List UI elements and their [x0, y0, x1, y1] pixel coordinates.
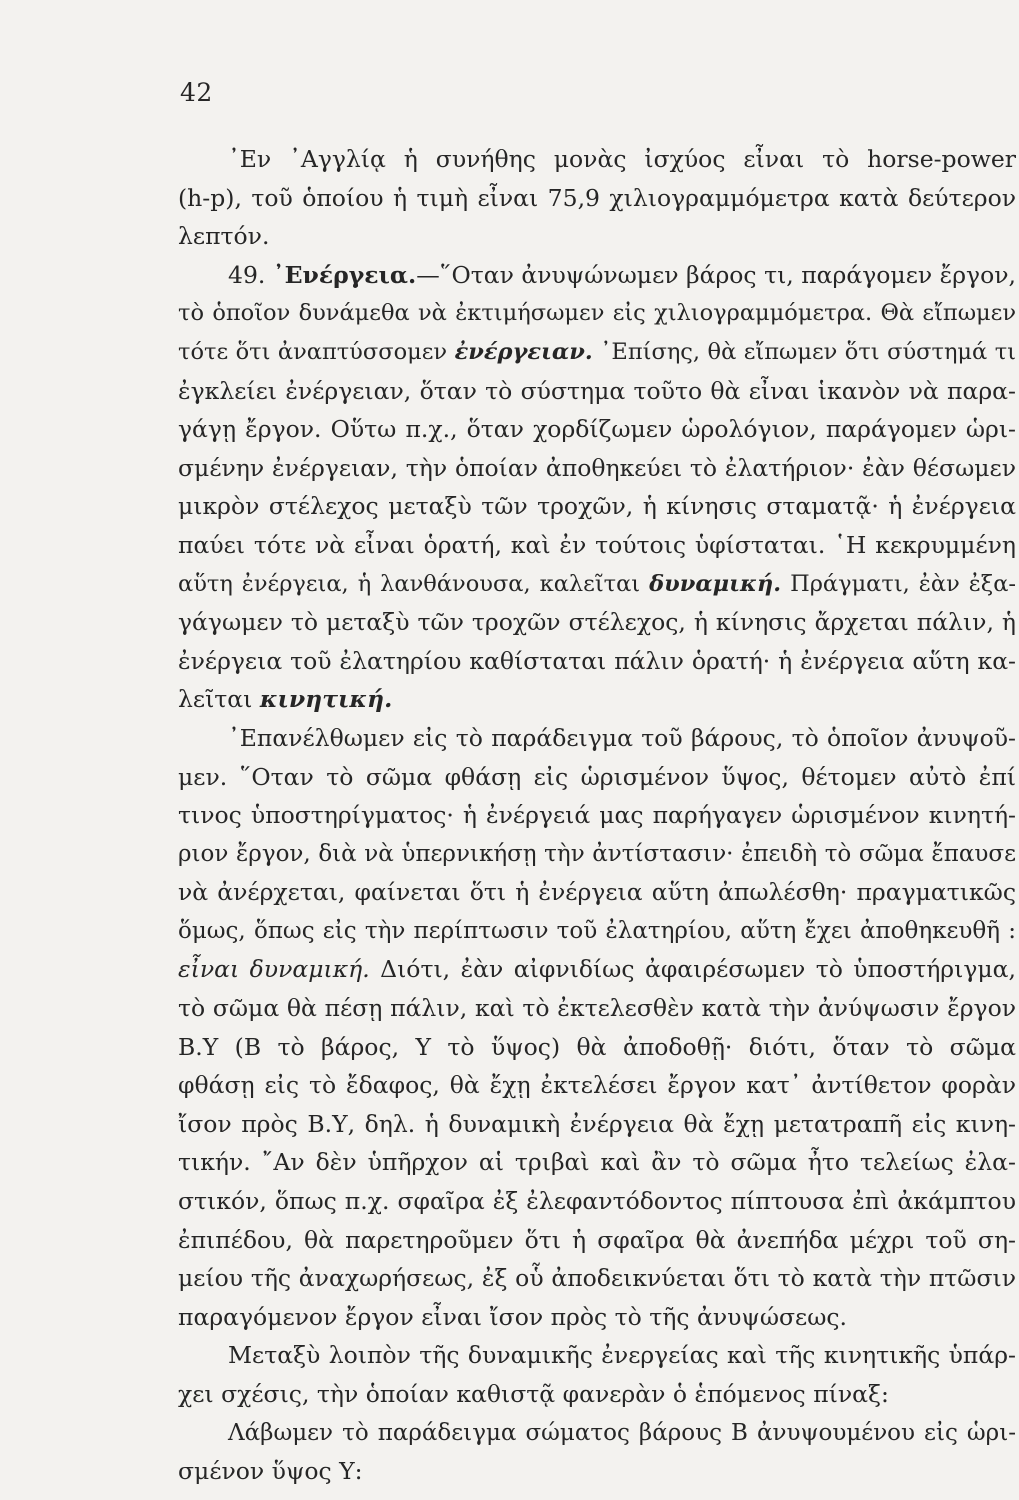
text-segment: ἐπιπέδου, θὰ παρετηροῦμεν ὅτι ἡ σφαῖρα θὰ ἀνεπήδα μέχρι τοῦ ση-: [178, 1225, 1016, 1254]
text-line: [178, 333, 1016, 372]
emphasized-text: ἐνέργειαν.: [454, 338, 593, 365]
text-segment: λεπτόν.: [178, 222, 270, 251]
text-segment: τικήν. ῎Αν δὲν ὑπῆρχον αἱ τριβαὶ καὶ ἂν τὸ σῶμα ἦτο τελείως ἐλα-: [178, 1148, 1016, 1177]
text-segment: μικρὸν στέλεχος μεταξὺ τῶν τροχῶν, ἡ κίνησις σταματᾷ· ἡ ἐνέργεια: [178, 492, 1016, 521]
text-segment: ριον ἔργον, διὰ νὰ ὑπερνικήσῃ τὴν ἀντίστασιν· ἐπειδὴ τὸ σῶμα ἔπαυσε: [178, 840, 1016, 867]
text-segment: ᾿Επανέλθωμεν εἰς τὸ παράδειγμα τοῦ βάρους, τὸ ὁποῖον ἀνυψοῦ-: [228, 723, 1016, 752]
text-segment: νὰ ἀνέρχεται, φαίνεται ὅτι ἡ ἐνέργεια αὕτη ἀπωλέσθη· πραγματικῶς: [178, 878, 1016, 907]
text-segment: γάγῃ ἔργον. Οὕτω π.χ., ὅταν χορδίζωμεν ὡρολόγιον, παράγομεν ὡρι-: [178, 415, 1016, 444]
text-line: [178, 565, 1016, 604]
text-segment: 49.: [228, 260, 273, 289]
text-line: [178, 1182, 1016, 1221]
text-line: [178, 950, 1016, 989]
text-segment: φθάσῃ εἰς τὸ ἔδαφος, θὰ ἔχῃ ἐκτελέσει ἔργον κατ᾿ ἀντίθετον φορὰν: [178, 1071, 1016, 1100]
text-segment: λεῖται: [178, 685, 260, 714]
text-segment: (h-p), τοῦ ὁποίου ἡ τιμὴ εἶναι 75,9 χιλιογραμμόμετρα κατὰ δεύτερον: [178, 183, 1016, 212]
text-line: [178, 719, 1016, 758]
text-line: [178, 1414, 1016, 1453]
text-segment: —῞Οταν ἀνυψώνωμεν βάρος τι, παράγομεν ἔργον,: [416, 260, 1017, 289]
text-line: [178, 179, 1016, 218]
text-segment: ἐγκλείει ἐνέργειαν, ὅταν τὸ σύστημα τοῦτο θὰ εἶναι ἱκανὸν νὰ παρα-: [178, 376, 1016, 405]
text-segment: στικόν, ὅπως π.χ. σφαῖρα ἐξ ἐλεφαντόδοντος πίπτουσα ἐπὶ ἀκάμπτου: [178, 1187, 1016, 1216]
text-segment: ᾿Επίσης, θὰ εἴπωμεν ὅτι σύστημά τι: [592, 338, 1017, 365]
text-line: [178, 294, 1016, 333]
text-line: [178, 1028, 1016, 1067]
text-line: [178, 410, 1016, 449]
text-line: [178, 372, 1016, 411]
text-line: [178, 140, 1016, 179]
text-line: [178, 835, 1016, 874]
text-segment: σμένην ἐνέργειαν, τὴν ὁποίαν ἀποθηκεύει τὸ ἐλατήριον· ἐὰν θέσωμεν: [178, 453, 1016, 482]
text-segment: Διότι, ἐὰν αἰφνιδίως ἀφαιρέσωμεν τὸ ὑποστήριγμα,: [369, 955, 1016, 984]
text-line: [178, 1105, 1016, 1144]
emphasized-text: κινητική.: [259, 685, 393, 714]
text-segment: ᾿Εν ᾿Αγγλίᾳ ἡ συνήθης μονὰς ἰσχύος εἶναι τὸ horse-power: [228, 145, 1016, 173]
text-line: [178, 1259, 1016, 1298]
text-line: [178, 256, 1016, 295]
text-segment: τὸ σῶμα θὰ πέσῃ πάλιν, καὶ τὸ ἐκτελεσθὲν κατὰ τὴν ἀνύψωσιν ἔργον: [178, 994, 1016, 1023]
text-segment: σμένον ὕψος Υ:: [178, 1457, 363, 1486]
text-line: [178, 487, 1016, 526]
text-line: [178, 1221, 1016, 1260]
text-segment: μεν. ῞Οταν τὸ σῶμα φθάσῃ εἰς ὡρισμένον ὕψος, θέτομεν αὐτὸ ἐπί: [178, 762, 1016, 791]
text-segment: τὸ ὁποῖον δυνάμεθα νὰ ἐκτιμήσωμεν εἰς χιλιογραμμόμετρα. Θὰ εἴπωμεν: [178, 300, 1016, 327]
text-line: [178, 989, 1016, 1028]
text-segment: μείου τῆς ἀναχωρήσεως, ἐξ οὗ ἀποδεικνύεται ὅτι τὸ κατὰ τὴν πτῶσιν: [178, 1264, 1016, 1293]
text-line: [178, 912, 1016, 951]
emphasized-text: δυναμική.: [649, 570, 782, 597]
emphasized-text: εἶναι δυναμική.: [178, 955, 370, 984]
text-line: [178, 1336, 1016, 1375]
text-segment: ὅμως, ὅπως εἰς τὴν περίπτωσιν τοῦ ἐλατηρίου, αὕτη ἔχει ἀποθηκευθῆ :: [178, 917, 1016, 944]
text-segment: παύει τότε νὰ εἶναι ὁρατή, καὶ ἐν τούτοις ὑφίσταται. ῾Η κεκρυμμένη: [178, 530, 1016, 559]
text-line: [178, 873, 1016, 912]
text-segment: ἐνέργεια τοῦ ἐλατηρίου καθίσταται πάλιν ὁρατή· ἡ ἐνέργεια αὕτη κα-: [178, 646, 1016, 675]
text-line: [178, 796, 1016, 835]
text-line: [178, 680, 1016, 719]
text-segment: ἴσον πρὸς Β.Υ, δηλ. ἡ δυναμικὴ ἐνέργεια θὰ ἔχῃ μετατραπῆ εἰς κινη-: [178, 1109, 1016, 1138]
body-text: [178, 140, 1016, 1491]
text-segment: τότε ὅτι ἀναπτύσσομεν: [178, 338, 455, 365]
text-line: [178, 1143, 1016, 1182]
text-line: [178, 449, 1016, 488]
page-number: 42: [180, 78, 213, 107]
text-segment: παραγόμενον ἔργον εἶναι ἴσον πρὸς τὸ τῆς ἀνυψώσεως.: [178, 1302, 848, 1331]
text-line: [178, 642, 1016, 681]
text-line: [178, 1375, 1016, 1414]
text-segment: Πράγματι, ἐὰν ἐξα-: [781, 570, 1016, 597]
emphasized-text: ᾿Ενέργεια.: [272, 260, 417, 289]
text-segment: Β.Υ (Β τὸ βάρος, Υ τὸ ὕψος) θὰ ἀποδοθῇ· διότι, ὅταν τὸ σῶμα: [178, 1032, 1016, 1061]
text-line: [178, 1298, 1016, 1337]
text-line: [178, 1452, 1016, 1491]
text-segment: Λάβωμεν τὸ παράδειγμα σώματος βάρους Β ἀνυψουμένου εἰς ὡρι-: [228, 1419, 1016, 1446]
text-line: [178, 217, 1016, 256]
text-segment: αὕτη ἐνέργεια, ἡ λανθάνουσα, καλεῖται: [178, 570, 650, 597]
text-line: [178, 1066, 1016, 1105]
text-line: [178, 526, 1016, 565]
text-segment: τινος ὑποστηρίγματος· ἡ ἐνέργειά μας παρήγαγεν ὡρισμένον κινητή-: [178, 801, 1016, 830]
text-line: [178, 603, 1016, 642]
text-segment: Μεταξὺ λοιπὸν τῆς δυναμικῆς ἐνεργείας καὶ τῆς κινητικῆς ὑπάρ-: [228, 1341, 1016, 1370]
text-segment: χει σχέσις, τὴν ὁποίαν καθιστᾷ φανερὰν ὁ ἑπόμενος πίναξ:: [178, 1380, 889, 1408]
text-segment: γάγωμεν τὸ μεταξὺ τῶν τροχῶν στέλεχος, ἡ κίνησις ἄρχεται πάλιν, ἡ: [178, 608, 1016, 637]
text-line: [178, 758, 1016, 797]
